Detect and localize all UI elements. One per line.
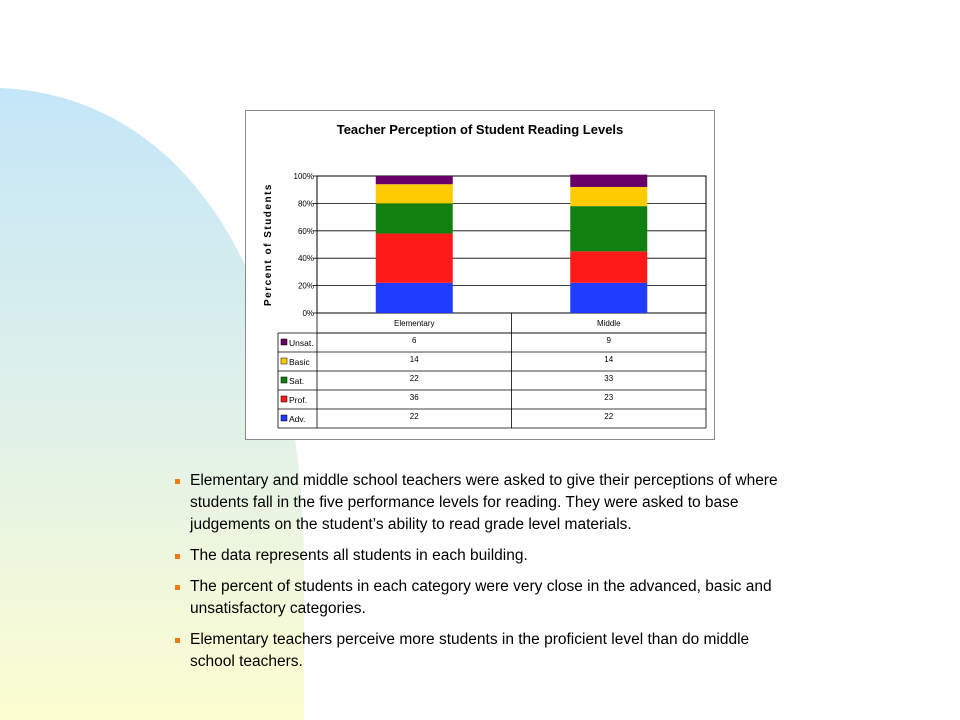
table-cell-value: 14 (409, 355, 419, 364)
bar-segment (376, 203, 453, 233)
bar-segment (376, 184, 453, 203)
y-tick-label: 60% (297, 226, 314, 236)
legend-label: Basic (289, 357, 310, 367)
chart-container (245, 110, 715, 440)
legend-label: Sat. (289, 376, 305, 386)
y-tick-label: 100% (293, 172, 314, 181)
bullet-square-icon (175, 585, 180, 590)
bullet-square-icon (175, 479, 180, 484)
bullet-text: Elementary and middle school teachers were asked to give their perceptions of where students fall in the five performance levels for reading. They were asked to base judgements on the student’s ability to read grade level materials. (190, 472, 778, 533)
bullet-text: The percent of students in each category were very close in the advanced, basic and unsatisfactory categories. (190, 578, 772, 617)
legend-label: Unsat. (289, 338, 314, 348)
table-cell-value: 22 (409, 374, 419, 383)
table-cell-value: 23 (604, 393, 614, 402)
bar-segment (570, 206, 647, 251)
bullet-item (182, 576, 782, 620)
bar-segment (570, 187, 647, 206)
legend-swatch (281, 358, 287, 364)
chart-title: Teacher Perception of Student Reading Levels (336, 122, 624, 137)
legend-swatch (281, 377, 287, 383)
legend-swatch (281, 415, 287, 421)
y-tick-label: 20% (297, 281, 314, 291)
bar-segment (376, 176, 453, 184)
table-cell-value: 9 (606, 336, 611, 345)
y-tick-label: 0% (302, 309, 314, 318)
plot-frame (317, 176, 706, 313)
data-table (278, 313, 706, 428)
legend-label: Prof. (289, 395, 307, 405)
table-cell-value: 33 (604, 374, 614, 383)
table-cell-value: 36 (409, 393, 419, 402)
bar-segment (376, 234, 453, 283)
bullet-item (182, 470, 782, 536)
table-cell-value: 6 (412, 336, 417, 345)
bar-segment (570, 283, 647, 313)
bullet-item (182, 629, 782, 673)
table-cell-value: 14 (604, 355, 614, 364)
category-label: Elementary (394, 319, 435, 328)
bullet-item (182, 545, 782, 567)
table-cell-value: 22 (409, 412, 419, 421)
bullet-text: Elementary teachers perceive more students in the proficient level than do middle school teachers. (190, 631, 750, 670)
bar-segment (570, 251, 647, 283)
bullet-square-icon (175, 638, 180, 643)
bullet-square-icon (175, 554, 180, 559)
bar-segment (570, 175, 647, 187)
plot-area (263, 172, 706, 318)
category-label: Middle (596, 319, 621, 328)
stacked-bar-chart (246, 111, 714, 439)
bullet-list (182, 470, 782, 682)
legend-label: Adv. (289, 414, 306, 424)
table-cell-value: 22 (604, 412, 614, 421)
y-tick-label: 40% (297, 254, 314, 264)
legend-swatch (281, 339, 287, 345)
y-tick-label: 80% (297, 199, 314, 209)
y-axis-label: Percent of Students (263, 183, 274, 306)
legend-swatch (281, 396, 287, 402)
bar-segment (376, 283, 453, 313)
bullet-text: The data represents all students in each building. (190, 547, 528, 564)
